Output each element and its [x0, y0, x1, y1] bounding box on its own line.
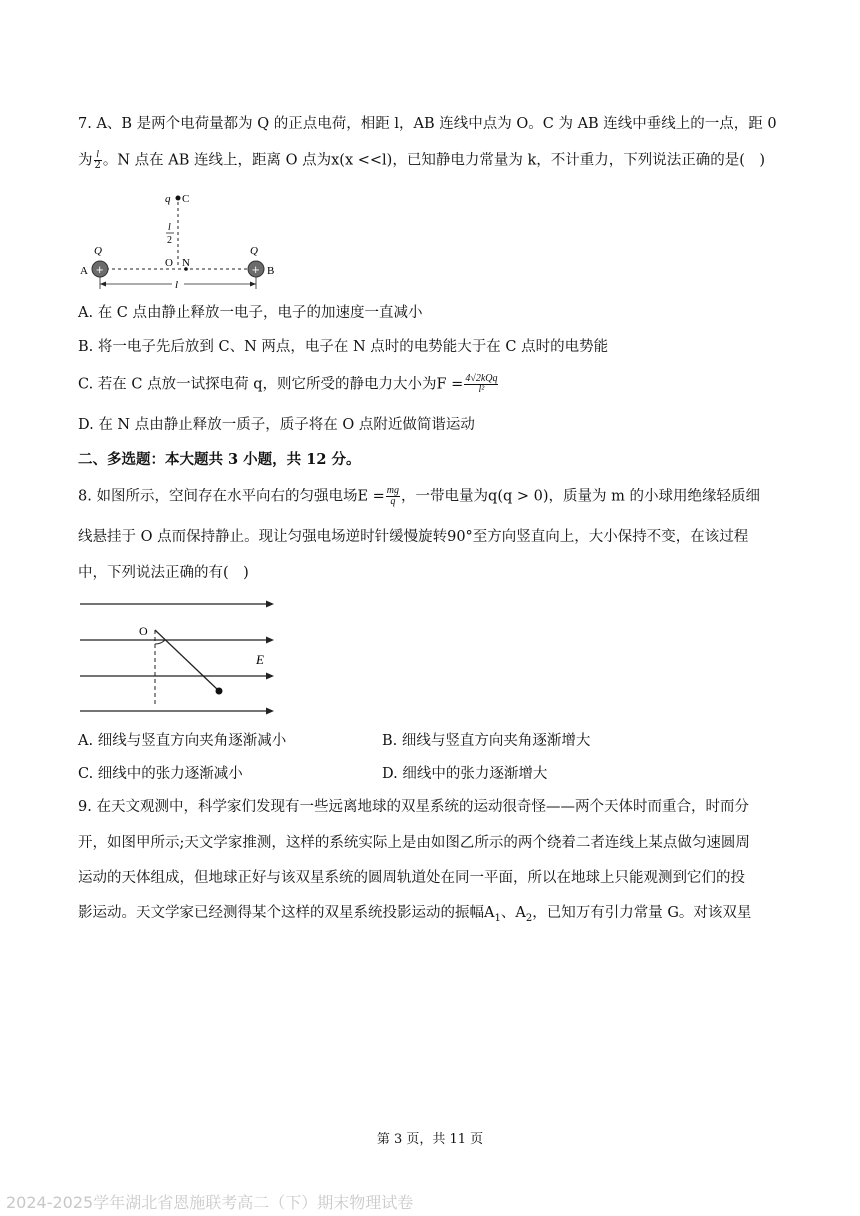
q7-line2 — [78, 150, 765, 171]
q9-line4-pre: 影运动。天文学家已经测得某个这样的双星系统投影运动的振幅A — [78, 905, 495, 921]
q7-option-c — [78, 374, 499, 395]
fig7-label-a: A — [80, 265, 88, 277]
point-c — [176, 196, 181, 201]
fig7-label-b: B — [267, 265, 275, 277]
q9-sub2: 2 — [525, 912, 533, 924]
q7-line2-pre: 为 — [78, 152, 93, 169]
fig7-half-num: l — [168, 222, 171, 233]
q7-option-d: D. 在 N 点由静止释放一质子，质子将在 O 点附近做简谐运动 — [78, 417, 475, 433]
angle-arc — [155, 640, 165, 644]
q9-line4-post: ，已知万有引力常量 G。对该双星 — [532, 905, 752, 921]
q9-line4-mid: 、A — [500, 905, 526, 921]
fig7-label-q: q — [165, 193, 171, 205]
q7-option-c-den: l² — [478, 384, 485, 395]
q7-option-b: B. 将一电子先后放到 C、N 两点，电子在 N 点时的电势能大于在 C 点时的电势能 — [78, 339, 609, 355]
q8-line1-pre: 8. 如图所示，空间存在水平向右的匀强电场E = — [78, 488, 385, 505]
q8-option-c: C. 细线中的张力逐渐减小 — [78, 766, 243, 782]
q7-frac-num: l — [94, 150, 102, 161]
q8-line2: 线悬挂于 O 点而保持静止。现让匀强电场逆时针缓慢旋转90°至方向竖直向上，大小保持不变，在该过程 — [78, 529, 749, 545]
fig7-label-o: O — [165, 257, 173, 269]
arrow-right-icon — [266, 601, 274, 608]
q8-line3: 中，下列说法正确的有( ) — [78, 565, 249, 581]
q7-line2-post: 。N 点在 AB 连线上，距离 O 点为x(x <<l)，已知静电力常量为 k，不计重力，下列说法正确的是( ) — [102, 152, 766, 169]
string — [155, 630, 218, 690]
q8-option-b: B. 细线与竖直方向夹角逐渐增大 — [382, 733, 591, 749]
fig7-half-den: 2 — [167, 235, 172, 246]
q7-figure — [78, 186, 288, 298]
q7-option-c-pre: C. 若在 C 点放一试探电荷 q，则它所受的静电力大小为F = — [78, 376, 464, 393]
q8-option-d: D. 细线中的张力逐渐增大 — [382, 766, 548, 782]
q9-line2: 开，如图甲所示;天文学家推测，这样的系统实际上是由如图乙所示的两个绕着二者连线上某点做匀速圆周 — [78, 835, 750, 851]
q8-figure — [78, 596, 278, 716]
q8-frac-den: q — [390, 496, 396, 507]
arrow-right-icon — [266, 637, 274, 644]
page-footer: 第 3 页，共 11 页 — [376, 1132, 484, 1147]
q7-frac-den: 2 — [94, 160, 101, 171]
q8-line1 — [78, 486, 760, 507]
q9-sub1: 1 — [494, 912, 501, 924]
arrow-right-icon — [266, 708, 274, 715]
q7-fraction — [94, 150, 102, 171]
fig8-label-o: O — [139, 624, 148, 638]
q9-line1: 9. 在天文观测中，科学家们发现有一些远离地球的双星系统的运动很奇怪——两个天体时而重合，时而分 — [78, 799, 749, 815]
q7-option-c-fraction — [464, 374, 498, 395]
q8-fraction — [386, 486, 400, 507]
q8-option-a: A. 细线与竖直方向夹角逐渐减小 — [78, 733, 287, 749]
ball — [216, 688, 223, 695]
watermark: 2024-2025学年湖北省恩施联考高二（下）期末物理试卷 — [6, 1193, 414, 1212]
fig7-label-q-right: Q — [250, 245, 258, 257]
fig7-label-n: N — [182, 257, 190, 269]
q9-line3: 运动的天体组成，但地球正好与该双星系统的圆周轨道处在同一平面，所以在地球上只能观测到它们的投 — [78, 870, 745, 886]
fig7-label-c: C — [182, 193, 190, 205]
q8-line1-post: ，一带电量为q(q > 0)，质量为 m 的小球用绝缘轻质细 — [401, 488, 760, 505]
fig7-label-l: l — [175, 279, 179, 291]
plus-icon: + — [95, 265, 104, 276]
fig8-label-e: E — [256, 652, 264, 667]
section-heading: 二、多选题：本大题共 3 小题，共 12 分。 — [78, 451, 361, 468]
q7-option-a: A. 在 C 点由静止释放一电子，电子的加速度一直减小 — [78, 305, 423, 321]
q9-line4 — [78, 903, 751, 929]
q7-line1: 7. A、B 是两个电荷量都为 Q 的正点电荷，相距 l，AB 连线中点为 O。C 为 AB 连线中垂线上的一点，距 0 — [78, 116, 777, 132]
q7-option-c-num: 4√2kQq — [465, 373, 498, 384]
arrow-left-icon — [100, 282, 106, 287]
fig7-label-q-left: Q — [94, 245, 102, 257]
arrow-right-icon — [266, 673, 274, 680]
q8-frac-num: mg — [386, 485, 400, 496]
plus-icon: + — [251, 265, 260, 276]
arrow-right-icon — [250, 282, 256, 287]
